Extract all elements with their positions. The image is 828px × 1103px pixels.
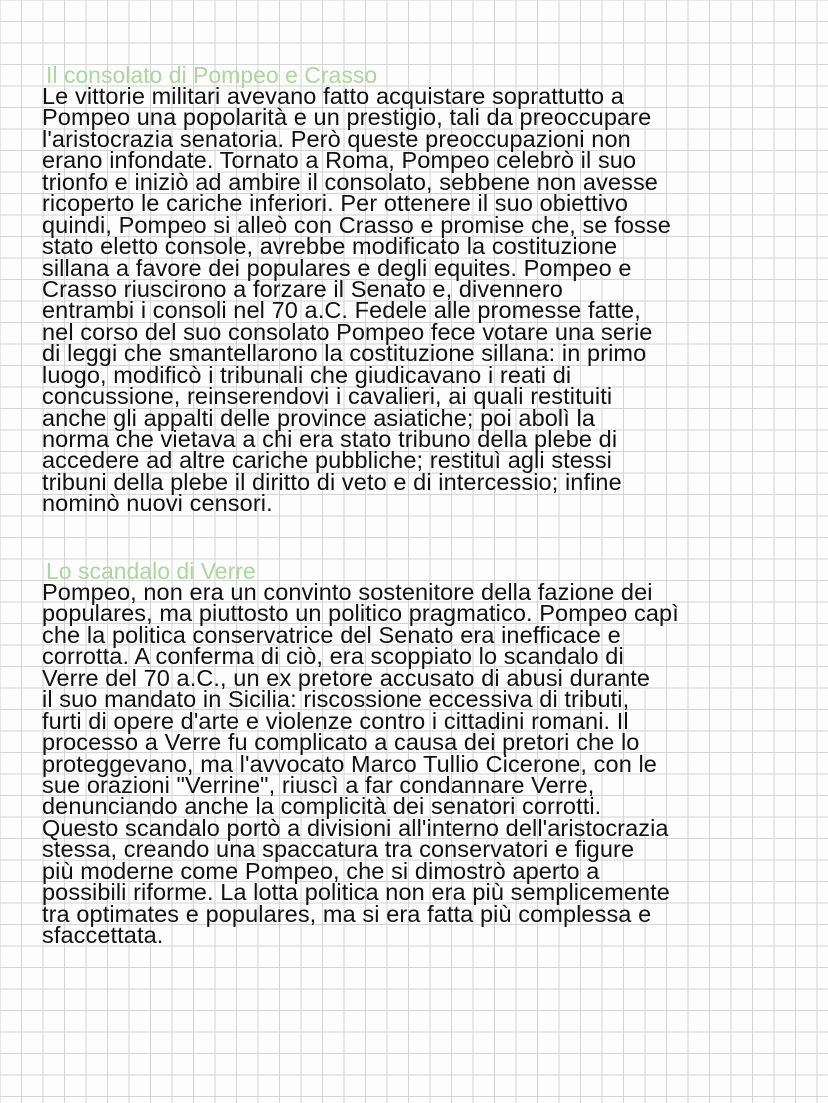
text-line: luogo, modificò i tribunali che giudicavano i reati di — [42, 361, 572, 388]
section-body — [42, 579, 822, 948]
text-line: tribuni della plebe il diritto di veto e di intercessio; infine — [42, 468, 622, 495]
text-line: furti di opere d'arte e violenze contro i cittadini romani. Il — [42, 707, 629, 734]
text-line: denunciando anche la complicità dei senatori corrotti. — [42, 793, 602, 820]
text-line: di leggi che smantellarono la costituzione sillana: in primo — [42, 340, 647, 367]
section-heading: Lo scandalo di Verre — [46, 558, 256, 584]
text-line: processo a Verre fu complicato a causa dei pretori che lo — [42, 729, 640, 756]
section-heading: Il consolato di Pompeo e Crasso — [46, 62, 378, 88]
text-line: sue orazioni "Verrine", riuscì a far condannare Verre, — [42, 771, 595, 798]
text-line: Crasso riuscirono a forzare il Senato e, divennero — [42, 275, 563, 302]
text-line: corrotta. A conferma di ciò, era scoppiato lo scandalo di — [42, 643, 624, 670]
text-line: accedere ad altre cariche pubbliche; restituì agli stessi — [42, 447, 612, 474]
text-line: nel corso del suo consolato Pompeo fece votare una serie — [42, 318, 653, 345]
text-line: proteggevano, ma l'avvocato Marco Tullio Cicerone, con le — [42, 750, 657, 777]
text-line: stato eletto console, avrebbe modificato la costituzione — [42, 233, 618, 260]
text-line: Pompeo una popolarità e un prestigio, tali da preoccupare — [42, 104, 652, 131]
text-line: tra optimates e populares, ma si era fatta più complessa e — [42, 900, 652, 927]
text-line: entrambi i consoli nel 70 a.C. Fedele alle promesse fatte, — [42, 297, 641, 324]
text-line: erano infondate. Tornato a Roma, Pompeo celebrò il suo — [42, 147, 637, 174]
text-line: più moderne come Pompeo, che si dimostrò aperto a — [42, 857, 600, 884]
text-line: Le vittorie militari avevano fatto acquistare soprattutto a — [42, 83, 624, 109]
section-body — [42, 83, 822, 517]
section-consolato — [42, 64, 822, 515]
text-line: anche gli appalti delle province asiatiche; poi abolì la — [42, 404, 595, 431]
text-line: ricoperto le cariche inferiori. Per ottenere il suo obiettivo — [42, 190, 629, 217]
text-line: nominò nuovi censori. — [42, 490, 273, 517]
text-line: sillana a favore dei populares e degli equites. Pompeo e — [42, 254, 632, 281]
text-line: possibili riforme. La lotta politica non era più semplicemente — [42, 879, 670, 906]
text-line: populares, ma piuttosto un politico pragmatico. Pompeo capì — [42, 600, 679, 627]
text-line: concussione, reinserendovi i cavalieri, ai quali restituiti — [42, 383, 613, 410]
text-line: quindi, Pompeo si alleò con Crasso e promise che, se fosse — [42, 211, 671, 238]
text-line: stessa, creando una spaccatura tra conservatori e figure — [42, 836, 635, 863]
text-line: che la politica conservatrice del Senato era inefficace e — [42, 621, 621, 648]
text-line: norma che vietava a chi era stato tribuno della plebe di — [42, 426, 618, 452]
text-line: Pompeo, non era un convinto sostenitore della fazione dei — [42, 579, 653, 605]
text-line: sfaccettata. — [42, 922, 164, 948]
section-scandalo-verre — [42, 560, 822, 946]
text-line: Questo scandalo portò a divisioni all'interno dell'aristocrazia — [42, 814, 669, 841]
text-line: trionfo e iniziò ad ambire il consolato, sebbene non avesse — [42, 168, 658, 195]
text-line: il suo mandato in Sicilia: riscossione eccessiva di tributi, — [42, 686, 630, 713]
text-line: Verre del 70 a.C., un ex pretore accusato di abusi durante — [42, 664, 651, 691]
text-line: l'aristocrazia senatoria. Però queste preoccupazioni non — [42, 125, 631, 152]
